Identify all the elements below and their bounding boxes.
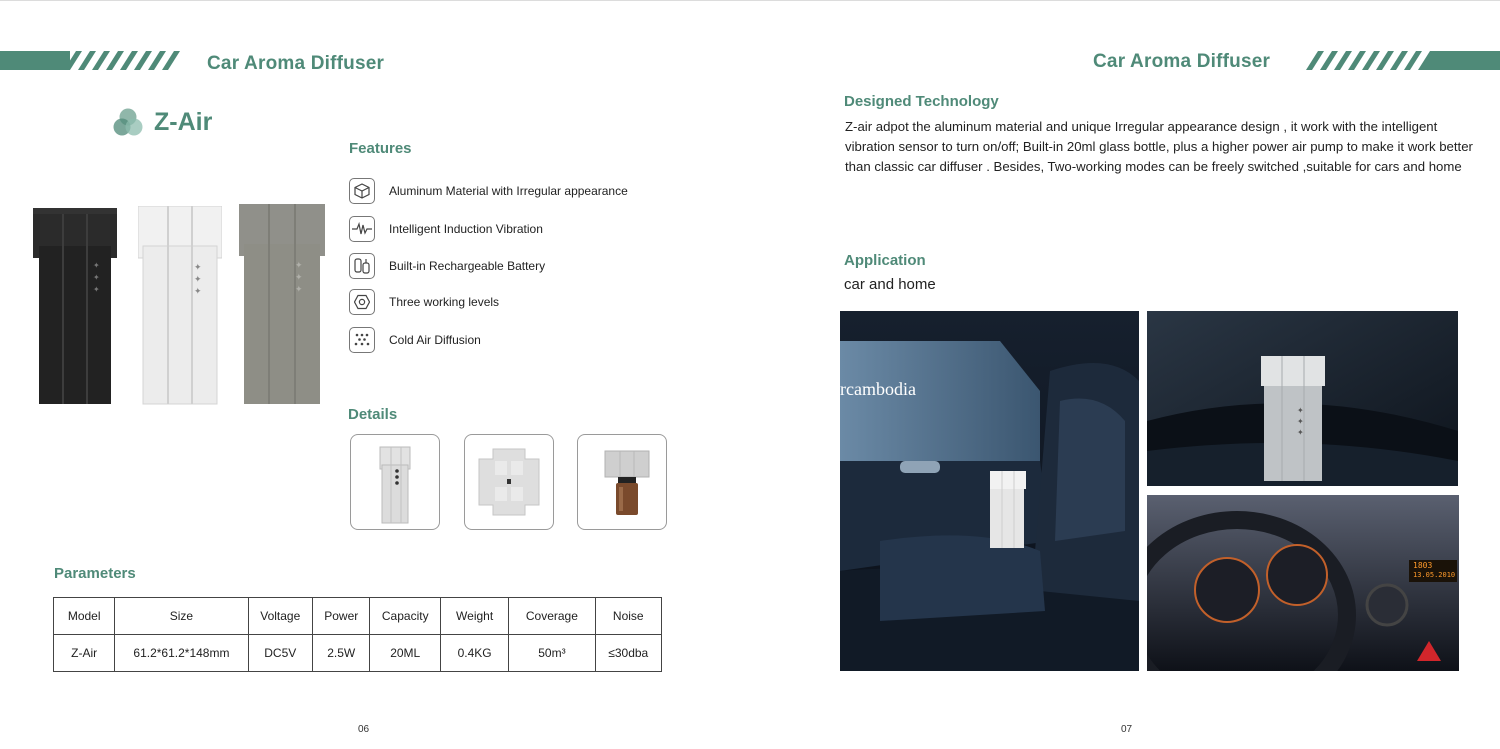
hexagon-icon [349,289,375,315]
table-cell: 0.4KG [440,635,508,672]
detail-image-top [464,434,554,530]
detail-image-bottle [577,434,667,530]
parameters-title: Parameters [54,565,136,582]
table-header-cell: Size [115,598,248,635]
header-stripe-graphic [0,51,181,70]
top-border [0,0,1500,1]
table-header-cell: Capacity [370,598,440,635]
table-row [54,635,662,672]
cube-icon [349,178,375,204]
right-header-stripe-band [1306,51,1500,70]
parameters-table [53,597,662,672]
table-cell: 61.2*61.2*148mm [115,635,248,672]
table-header-cell: Noise [595,598,661,635]
vibration-icon [349,216,375,242]
brand-name: Z-Air [154,108,213,136]
dashboard-display-time: 1803 [1413,561,1433,570]
feature-item [349,215,543,243]
photo-car-interior [840,311,1139,671]
table-header-cell: Coverage [509,598,595,635]
feature-label: Three working levels [389,295,500,309]
designed-technology-text: Z-air adpot the aluminum material and unique Irregular appearance design , it work with the intelligent vibration sensor to turn on/off; Built-in 20ml glass bottle, plus a higher power air pump to make it work better than classic car diffuser . Besides, Two-working modes can be freely switched ,suitable for cars and home [845,119,1473,174]
svg-text:✦: ✦ [194,274,202,284]
svg-text:✦: ✦ [1297,428,1304,437]
feature-item [349,252,545,280]
product-white [138,206,222,406]
application-title: Application [844,252,926,269]
svg-text:✦: ✦ [194,286,202,296]
features-title: Features [349,140,412,157]
table-header-row [54,598,662,635]
feature-item [349,326,481,354]
table-header-cell: Weight [440,598,508,635]
details-title: Details [348,406,398,423]
svg-text:✦: ✦ [1297,417,1304,426]
table-cell: Z-Air [54,635,115,672]
dashboard-display-date: 13.05.2010 [1413,571,1456,579]
left-header-title: Car Aroma Diffuser [207,53,385,74]
svg-text:✦: ✦ [295,272,303,282]
feature-label: Cold Air Diffusion [389,333,481,347]
feature-item [349,177,628,205]
diffusion-dots-icon [349,327,375,353]
product-gray [239,204,325,406]
right-page-number: 07 [1121,724,1133,735]
table-cell: 50m³ [509,635,595,672]
watermark-text: rcambodia [840,379,916,399]
right-header-stripe-graphic [1306,51,1500,70]
table-header-cell: Power [313,598,370,635]
feature-item [349,288,499,316]
header-stripe-band [0,51,181,70]
feature-label: Intelligent Induction Vibration [389,222,543,236]
left-page-number: 06 [358,724,370,735]
svg-text:✦: ✦ [295,260,303,270]
designed-technology-title: Designed Technology [844,93,999,110]
detail-image-side [350,434,440,530]
brand-logo-icon [112,106,144,138]
table-header-cell: Model [54,598,115,635]
svg-text:✦: ✦ [295,284,303,294]
battery-icon [349,253,375,279]
right-header-title: Car Aroma Diffuser [1093,51,1271,72]
feature-label: Aluminum Material with Irregular appearance [389,184,628,198]
svg-text:✦: ✦ [1297,406,1304,415]
svg-text:✦: ✦ [93,273,100,282]
svg-text:✦: ✦ [93,285,100,294]
feature-label: Built-in Rechargeable Battery [389,259,546,273]
table-cell: ≤30dba [595,635,661,672]
application-text: car and home [844,276,936,293]
table-cell: 2.5W [313,635,370,672]
product-black [33,206,117,406]
photo-dashboard [1147,495,1459,671]
table-cell: DC5V [248,635,312,672]
photo-diffuser-closeup [1147,311,1458,486]
svg-text:✦: ✦ [194,262,202,272]
table-header-cell: Voltage [248,598,312,635]
svg-text:✦: ✦ [93,261,100,270]
table-cell: 20ML [370,635,440,672]
